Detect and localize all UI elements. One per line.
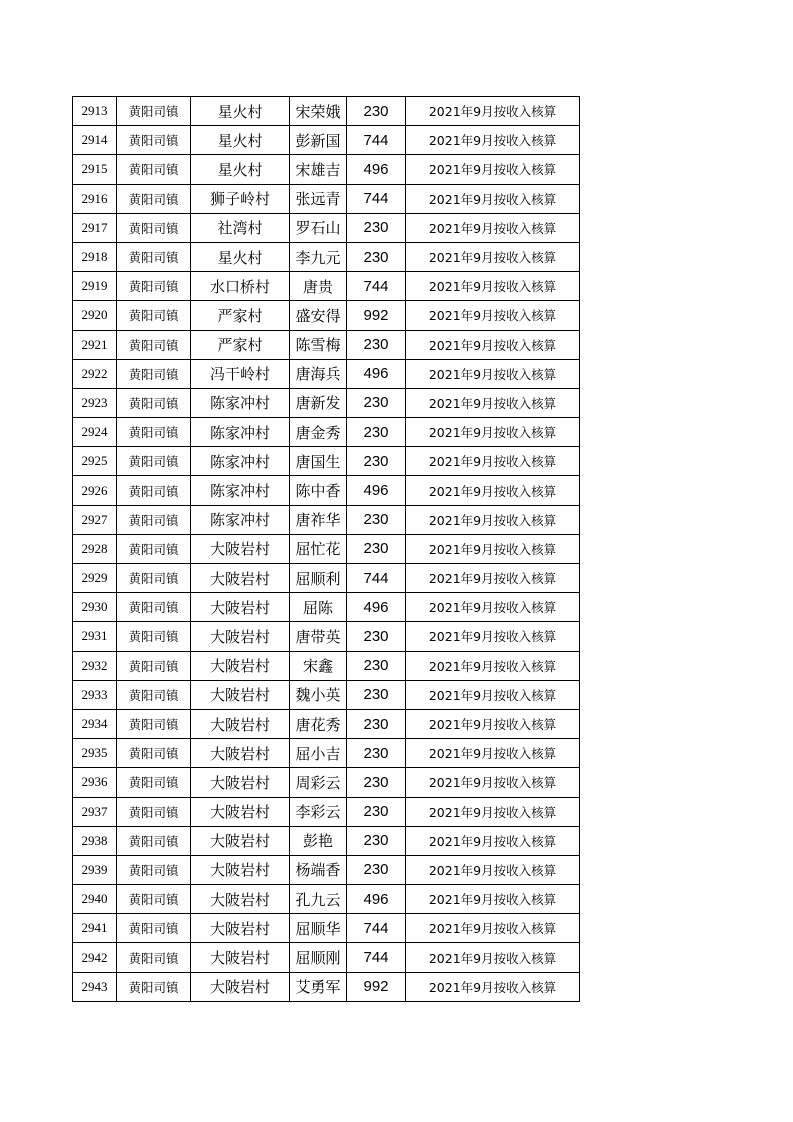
town-cell: 黄阳司镇 — [117, 564, 191, 593]
note-cell: 2021年9月按收入核算 — [406, 914, 580, 943]
amount-cell: 496 — [347, 476, 406, 505]
town-cell: 黄阳司镇 — [117, 126, 191, 155]
name-cell: 彭新国 — [290, 126, 347, 155]
row-number: 2930 — [73, 593, 117, 622]
amount-cell: 230 — [347, 768, 406, 797]
row-number: 2918 — [73, 242, 117, 271]
name-cell: 艾勇军 — [290, 972, 347, 1001]
table-row — [73, 534, 580, 563]
name-cell: 唐花秀 — [290, 709, 347, 738]
amount-cell: 496 — [347, 593, 406, 622]
village-cell: 大陂岩村 — [191, 534, 290, 563]
village-cell: 大陂岩村 — [191, 768, 290, 797]
name-cell: 屈顺刚 — [290, 943, 347, 972]
name-cell: 唐海兵 — [290, 359, 347, 388]
name-cell: 张远青 — [290, 184, 347, 213]
note-cell: 2021年9月按收入核算 — [406, 709, 580, 738]
row-number: 2921 — [73, 330, 117, 359]
town-cell: 黄阳司镇 — [117, 739, 191, 768]
row-number: 2933 — [73, 680, 117, 709]
town-cell: 黄阳司镇 — [117, 184, 191, 213]
town-cell: 黄阳司镇 — [117, 680, 191, 709]
table-row — [73, 651, 580, 680]
amount-cell: 744 — [347, 272, 406, 301]
row-number: 2920 — [73, 301, 117, 330]
amount-cell: 230 — [347, 97, 406, 126]
table-row — [73, 885, 580, 914]
village-cell: 狮子岭村 — [191, 184, 290, 213]
amount-cell: 230 — [347, 418, 406, 447]
amount-cell: 744 — [347, 943, 406, 972]
amount-cell: 230 — [347, 855, 406, 884]
name-cell: 屈小吉 — [290, 739, 347, 768]
town-cell: 黄阳司镇 — [117, 826, 191, 855]
town-cell: 黄阳司镇 — [117, 622, 191, 651]
note-cell: 2021年9月按收入核算 — [406, 739, 580, 768]
name-cell: 罗石山 — [290, 213, 347, 242]
amount-cell: 496 — [347, 155, 406, 184]
note-cell: 2021年9月按收入核算 — [406, 593, 580, 622]
amount-cell: 230 — [347, 651, 406, 680]
note-cell: 2021年9月按收入核算 — [406, 330, 580, 359]
village-cell: 星火村 — [191, 126, 290, 155]
name-cell: 唐金秀 — [290, 418, 347, 447]
amount-cell: 230 — [347, 709, 406, 738]
town-cell: 黄阳司镇 — [117, 505, 191, 534]
village-cell: 星火村 — [191, 97, 290, 126]
row-number: 2934 — [73, 709, 117, 738]
village-cell: 大陂岩村 — [191, 593, 290, 622]
subsidy-roster-table — [72, 96, 580, 1002]
table-row — [73, 476, 580, 505]
town-cell: 黄阳司镇 — [117, 97, 191, 126]
table-row — [73, 97, 580, 126]
table-row — [73, 242, 580, 271]
amount-cell: 230 — [347, 680, 406, 709]
amount-cell: 744 — [347, 914, 406, 943]
town-cell: 黄阳司镇 — [117, 943, 191, 972]
table-row — [73, 330, 580, 359]
town-cell: 黄阳司镇 — [117, 885, 191, 914]
village-cell: 陈家冲村 — [191, 447, 290, 476]
name-cell: 屈陈 — [290, 593, 347, 622]
name-cell: 唐新发 — [290, 388, 347, 417]
roster-body — [73, 97, 580, 1002]
row-number: 2937 — [73, 797, 117, 826]
village-cell: 陈家冲村 — [191, 388, 290, 417]
amount-cell: 744 — [347, 184, 406, 213]
row-number: 2936 — [73, 768, 117, 797]
table-row — [73, 213, 580, 242]
row-number: 2941 — [73, 914, 117, 943]
town-cell: 黄阳司镇 — [117, 534, 191, 563]
table-row — [73, 272, 580, 301]
note-cell: 2021年9月按收入核算 — [406, 943, 580, 972]
town-cell: 黄阳司镇 — [117, 155, 191, 184]
note-cell: 2021年9月按收入核算 — [406, 651, 580, 680]
name-cell: 魏小英 — [290, 680, 347, 709]
note-cell: 2021年9月按收入核算 — [406, 855, 580, 884]
row-number: 2929 — [73, 564, 117, 593]
row-number: 2915 — [73, 155, 117, 184]
table-row — [73, 447, 580, 476]
village-cell: 严家村 — [191, 330, 290, 359]
note-cell: 2021年9月按收入核算 — [406, 972, 580, 1001]
town-cell: 黄阳司镇 — [117, 272, 191, 301]
row-number: 2922 — [73, 359, 117, 388]
village-cell: 大陂岩村 — [191, 972, 290, 1001]
note-cell: 2021年9月按收入核算 — [406, 213, 580, 242]
table-row — [73, 593, 580, 622]
name-cell: 唐贵 — [290, 272, 347, 301]
village-cell: 社湾村 — [191, 213, 290, 242]
village-cell: 陈家冲村 — [191, 418, 290, 447]
amount-cell: 496 — [347, 885, 406, 914]
table-row — [73, 680, 580, 709]
note-cell: 2021年9月按收入核算 — [406, 359, 580, 388]
name-cell: 屈顺华 — [290, 914, 347, 943]
row-number: 2914 — [73, 126, 117, 155]
note-cell: 2021年9月按收入核算 — [406, 534, 580, 563]
village-cell: 大陂岩村 — [191, 680, 290, 709]
name-cell: 李九元 — [290, 242, 347, 271]
note-cell: 2021年9月按收入核算 — [406, 301, 580, 330]
village-cell: 水口桥村 — [191, 272, 290, 301]
row-number: 2939 — [73, 855, 117, 884]
name-cell: 宋鑫 — [290, 651, 347, 680]
table-row — [73, 505, 580, 534]
note-cell: 2021年9月按收入核算 — [406, 97, 580, 126]
amount-cell: 230 — [347, 534, 406, 563]
note-cell: 2021年9月按收入核算 — [406, 447, 580, 476]
table-row — [73, 855, 580, 884]
table-row — [73, 564, 580, 593]
amount-cell: 230 — [347, 330, 406, 359]
note-cell: 2021年9月按收入核算 — [406, 680, 580, 709]
village-cell: 严家村 — [191, 301, 290, 330]
table-row — [73, 155, 580, 184]
town-cell: 黄阳司镇 — [117, 330, 191, 359]
village-cell: 大陂岩村 — [191, 885, 290, 914]
row-number: 2923 — [73, 388, 117, 417]
row-number: 2917 — [73, 213, 117, 242]
amount-cell: 230 — [347, 213, 406, 242]
row-number: 2940 — [73, 885, 117, 914]
name-cell: 孔九云 — [290, 885, 347, 914]
amount-cell: 230 — [347, 739, 406, 768]
amount-cell: 230 — [347, 622, 406, 651]
village-cell: 陈家冲村 — [191, 476, 290, 505]
note-cell: 2021年9月按收入核算 — [406, 564, 580, 593]
town-cell: 黄阳司镇 — [117, 914, 191, 943]
village-cell: 大陂岩村 — [191, 651, 290, 680]
town-cell: 黄阳司镇 — [117, 213, 191, 242]
table-row — [73, 797, 580, 826]
village-cell: 星火村 — [191, 242, 290, 271]
table-row — [73, 301, 580, 330]
note-cell: 2021年9月按收入核算 — [406, 826, 580, 855]
name-cell: 杨端香 — [290, 855, 347, 884]
row-number: 2932 — [73, 651, 117, 680]
table-row — [73, 972, 580, 1001]
name-cell: 宋雄吉 — [290, 155, 347, 184]
note-cell: 2021年9月按收入核算 — [406, 388, 580, 417]
village-cell: 大陂岩村 — [191, 622, 290, 651]
village-cell: 大陂岩村 — [191, 914, 290, 943]
row-number: 2926 — [73, 476, 117, 505]
name-cell: 李彩云 — [290, 797, 347, 826]
row-number: 2928 — [73, 534, 117, 563]
row-number: 2925 — [73, 447, 117, 476]
amount-cell: 744 — [347, 126, 406, 155]
note-cell: 2021年9月按收入核算 — [406, 885, 580, 914]
amount-cell: 230 — [347, 826, 406, 855]
town-cell: 黄阳司镇 — [117, 418, 191, 447]
name-cell: 唐带英 — [290, 622, 347, 651]
town-cell: 黄阳司镇 — [117, 476, 191, 505]
row-number: 2919 — [73, 272, 117, 301]
note-cell: 2021年9月按收入核算 — [406, 505, 580, 534]
note-cell: 2021年9月按收入核算 — [406, 184, 580, 213]
town-cell: 黄阳司镇 — [117, 768, 191, 797]
row-number: 2927 — [73, 505, 117, 534]
name-cell: 屈顺利 — [290, 564, 347, 593]
name-cell: 唐祚华 — [290, 505, 347, 534]
town-cell: 黄阳司镇 — [117, 447, 191, 476]
table-row — [73, 388, 580, 417]
table-row — [73, 359, 580, 388]
row-number: 2935 — [73, 739, 117, 768]
row-number: 2943 — [73, 972, 117, 1001]
village-cell: 陈家冲村 — [191, 505, 290, 534]
amount-cell: 230 — [347, 447, 406, 476]
town-cell: 黄阳司镇 — [117, 797, 191, 826]
town-cell: 黄阳司镇 — [117, 301, 191, 330]
name-cell: 彭艳 — [290, 826, 347, 855]
table-row — [73, 418, 580, 447]
amount-cell: 992 — [347, 972, 406, 1001]
table-row — [73, 943, 580, 972]
table-row — [73, 914, 580, 943]
row-number: 2938 — [73, 826, 117, 855]
village-cell: 大陂岩村 — [191, 943, 290, 972]
village-cell: 大陂岩村 — [191, 855, 290, 884]
name-cell: 宋荣娥 — [290, 97, 347, 126]
amount-cell: 744 — [347, 564, 406, 593]
village-cell: 星火村 — [191, 155, 290, 184]
town-cell: 黄阳司镇 — [117, 709, 191, 738]
town-cell: 黄阳司镇 — [117, 651, 191, 680]
town-cell: 黄阳司镇 — [117, 388, 191, 417]
note-cell: 2021年9月按收入核算 — [406, 797, 580, 826]
note-cell: 2021年9月按收入核算 — [406, 155, 580, 184]
table-row — [73, 709, 580, 738]
name-cell: 陈雪梅 — [290, 330, 347, 359]
row-number: 2913 — [73, 97, 117, 126]
amount-cell: 230 — [347, 797, 406, 826]
note-cell: 2021年9月按收入核算 — [406, 476, 580, 505]
village-cell: 大陂岩村 — [191, 826, 290, 855]
town-cell: 黄阳司镇 — [117, 593, 191, 622]
town-cell: 黄阳司镇 — [117, 972, 191, 1001]
note-cell: 2021年9月按收入核算 — [406, 768, 580, 797]
note-cell: 2021年9月按收入核算 — [406, 126, 580, 155]
amount-cell: 230 — [347, 388, 406, 417]
row-number: 2924 — [73, 418, 117, 447]
name-cell: 唐国生 — [290, 447, 347, 476]
name-cell: 陈中香 — [290, 476, 347, 505]
village-cell: 大陂岩村 — [191, 797, 290, 826]
name-cell: 盛安得 — [290, 301, 347, 330]
town-cell: 黄阳司镇 — [117, 242, 191, 271]
row-number: 2942 — [73, 943, 117, 972]
note-cell: 2021年9月按收入核算 — [406, 418, 580, 447]
table-row — [73, 126, 580, 155]
table-row — [73, 768, 580, 797]
amount-cell: 230 — [347, 242, 406, 271]
note-cell: 2021年9月按收入核算 — [406, 242, 580, 271]
amount-cell: 992 — [347, 301, 406, 330]
name-cell: 屈忙花 — [290, 534, 347, 563]
table-row — [73, 184, 580, 213]
village-cell: 大陂岩村 — [191, 564, 290, 593]
note-cell: 2021年9月按收入核算 — [406, 272, 580, 301]
village-cell: 大陂岩村 — [191, 739, 290, 768]
town-cell: 黄阳司镇 — [117, 359, 191, 388]
row-number: 2916 — [73, 184, 117, 213]
row-number: 2931 — [73, 622, 117, 651]
town-cell: 黄阳司镇 — [117, 855, 191, 884]
amount-cell: 496 — [347, 359, 406, 388]
village-cell: 大陂岩村 — [191, 709, 290, 738]
name-cell: 周彩云 — [290, 768, 347, 797]
village-cell: 冯干岭村 — [191, 359, 290, 388]
table-row — [73, 622, 580, 651]
amount-cell: 230 — [347, 505, 406, 534]
note-cell: 2021年9月按收入核算 — [406, 622, 580, 651]
table-row — [73, 739, 580, 768]
table-row — [73, 826, 580, 855]
